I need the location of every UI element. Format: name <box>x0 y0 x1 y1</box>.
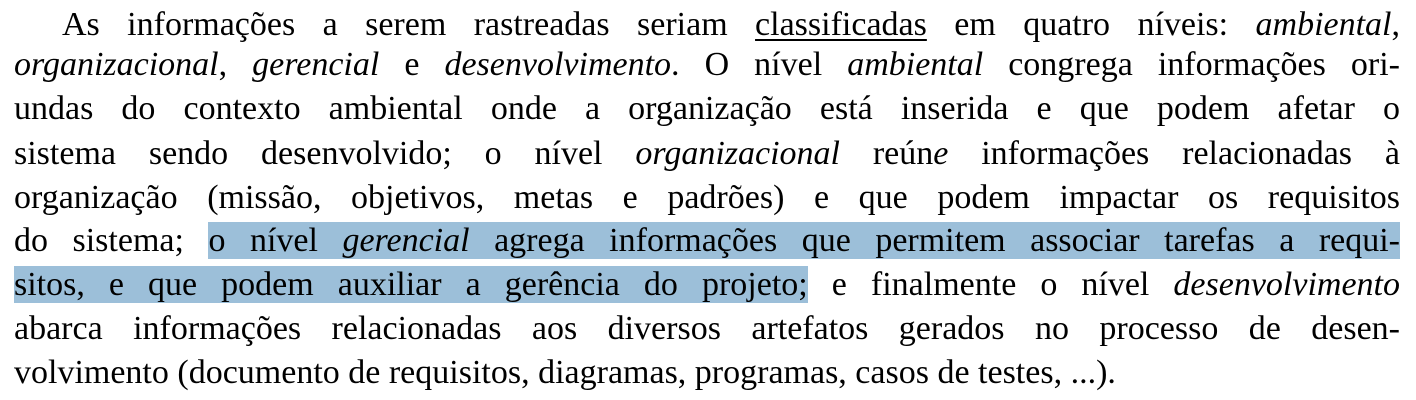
paragraph <box>14 0 1400 400</box>
text-line-5: organização (missão, objetivos, metas e padrões) e que podem impactar os requisitos <box>14 179 1400 216</box>
italic-term: e <box>933 135 949 172</box>
italic-term: desenvolvimento <box>444 46 672 83</box>
text-line-3: undas do contexto ambiental onde a organização está inserida e que podem afetar o <box>14 90 1400 127</box>
text-line-1: As informações a serem rastreadas seriam classificadas em quatro níveis: ambiental, <box>62 6 1400 43</box>
italic-term: organizacional <box>14 46 219 83</box>
text-line-9: volvimento (documento de requisitos, diagramas, programas, casos de testes, ...). <box>14 354 1116 391</box>
text-line-8: abarca informações relacionadas aos diversos artefatos gerados no processo de desen- <box>14 310 1400 347</box>
text-line-7: sitos, e que podem auxiliar a gerência do projeto; e finalmente o nível desenvolvimento <box>14 266 1400 303</box>
italic-term: desenvolvimento <box>1173 266 1400 303</box>
text-line-2: organizacional, gerencial e desenvolvimento. O nível ambiental congrega informações ori- <box>14 46 1400 83</box>
underlined-word: classificadas <box>755 6 927 43</box>
italic-term: organizacional <box>635 135 840 172</box>
text-highlight[interactable]: sitos, e que podem auxiliar a gerência do projeto; <box>14 266 808 303</box>
italic-term: gerencial <box>342 222 470 259</box>
italic-term: ambiental <box>847 46 984 83</box>
text-highlight[interactable]: o nível gerencial agrega informações que permitem associar tarefas a requi- <box>208 222 1400 259</box>
italic-term: ambiental <box>1255 6 1392 43</box>
text-line-4: sistema sendo desenvolvido; o nível organizacional reúne informações relacionadas à <box>14 135 1400 172</box>
italic-term: gerencial <box>252 46 380 83</box>
text-line-6: do sistema; o nível gerencial agrega informações que permitem associar tarefas a requi- <box>14 222 1400 259</box>
